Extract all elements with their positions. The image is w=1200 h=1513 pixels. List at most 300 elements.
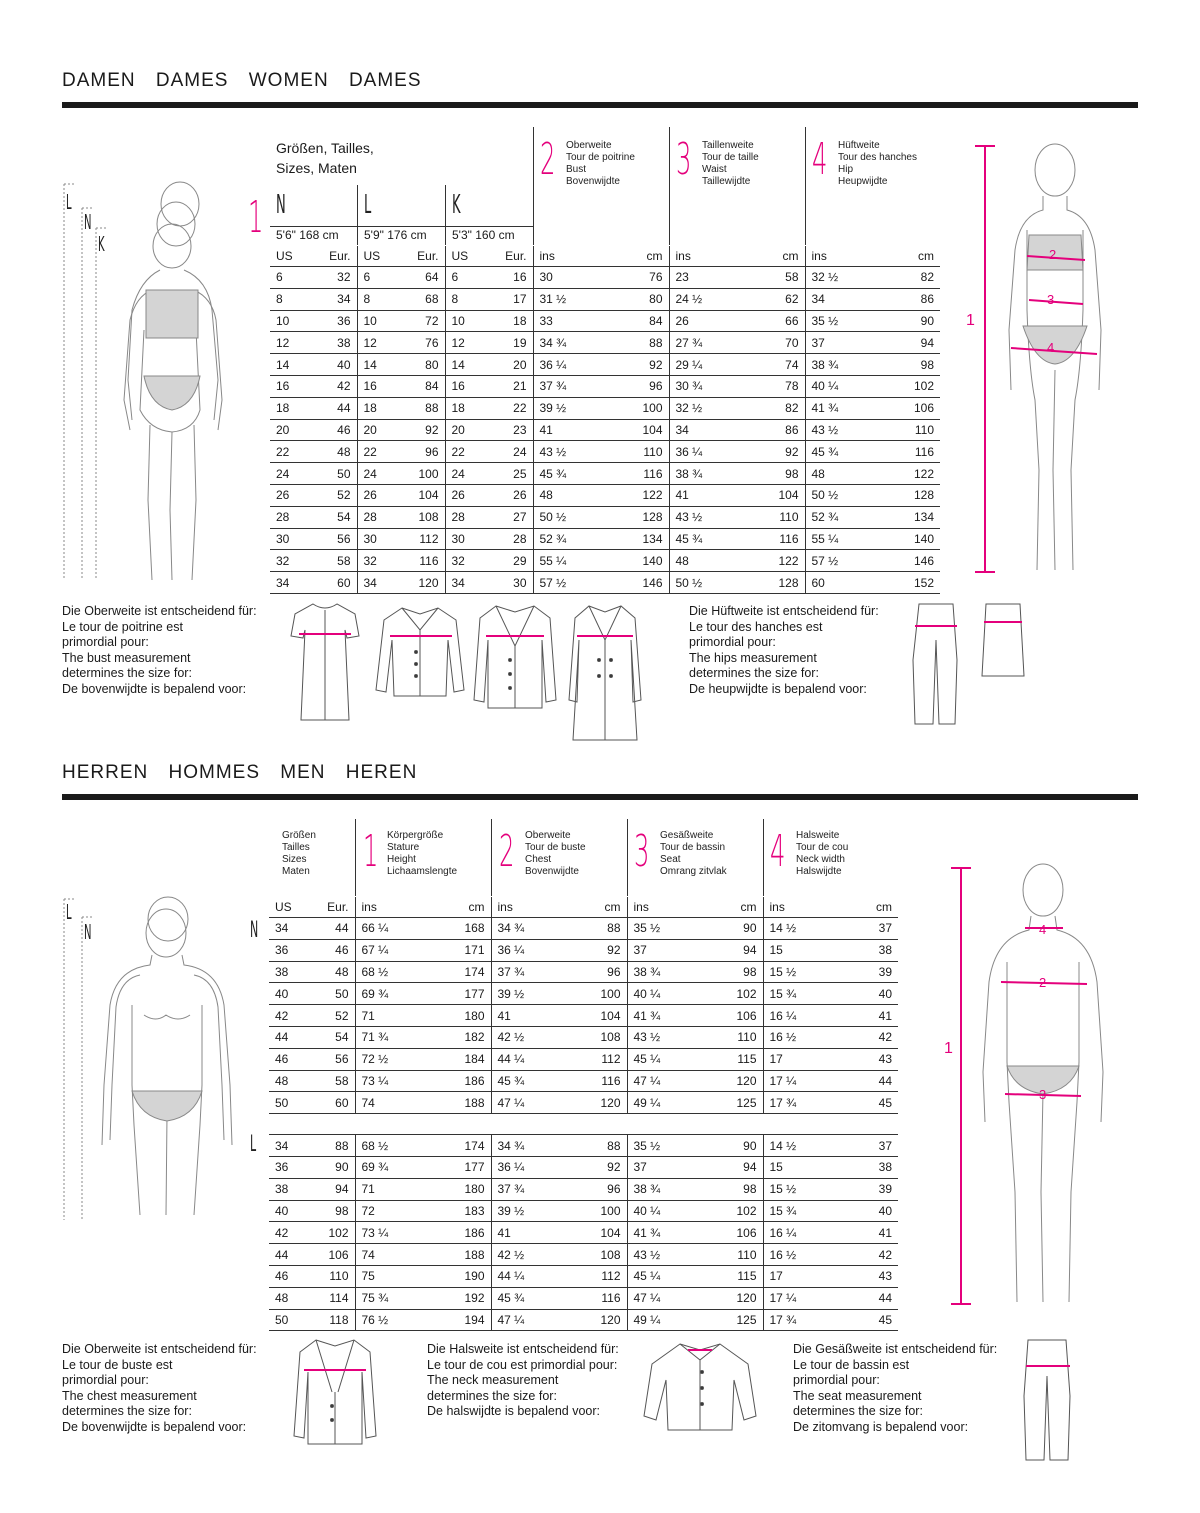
table-cell: 92 — [559, 939, 627, 961]
table-cell: 38 ¾ — [627, 1178, 695, 1200]
table-cell: 10 — [357, 310, 400, 332]
women-row — [270, 506, 940, 528]
table-cell: 110 — [695, 1244, 763, 1266]
column-header: Eur. — [310, 897, 355, 918]
table-cell: 34 — [270, 572, 313, 594]
table-cell: 20 — [357, 419, 400, 441]
table-cell: 36 ¼ — [533, 354, 601, 376]
table-cell: 38 — [269, 1178, 310, 1200]
women-row — [270, 288, 940, 310]
table-cell: 46 — [269, 1265, 310, 1287]
men-fig-label-n: N — [84, 920, 92, 944]
measure-label: Waist — [702, 164, 727, 175]
table-cell: 17 ¾ — [763, 1092, 831, 1114]
table-cell: 30 ¾ — [669, 375, 737, 397]
table-cell: 41 ¾ — [627, 1005, 695, 1027]
table-cell: 40 — [831, 983, 898, 1005]
table-cell: 25 — [488, 463, 533, 485]
table-cell: 110 — [737, 506, 805, 528]
table-cell: 180 — [423, 1178, 491, 1200]
table-cell: 116 — [873, 441, 940, 463]
table-cell: 49 ¼ — [627, 1092, 695, 1114]
table-cell: 50 ½ — [669, 572, 737, 594]
table-cell: 30 — [533, 267, 601, 289]
column-header: ins — [627, 897, 695, 918]
table-cell: 15 ½ — [763, 961, 831, 983]
women-col1-number: 1 — [248, 192, 264, 243]
table-cell: 23 — [669, 267, 737, 289]
table-cell: 128 — [873, 484, 940, 506]
column-header: ins — [533, 246, 601, 267]
men-l-row — [269, 1156, 898, 1178]
table-cell: 66 — [737, 310, 805, 332]
table-cell: 55 ¼ — [533, 550, 601, 572]
divider — [533, 127, 534, 245]
table-cell: 186 — [423, 1070, 491, 1092]
table-cell: 110 — [601, 441, 669, 463]
divider — [491, 819, 492, 896]
table-cell: 22 — [488, 397, 533, 419]
table-cell: 45 ¾ — [669, 528, 737, 550]
table-cell: 14 ½ — [763, 918, 831, 940]
table-cell: 30 — [488, 572, 533, 594]
table-cell: 10 — [445, 310, 488, 332]
table-cell: 112 — [559, 1048, 627, 1070]
sizes-label-line: Maten — [282, 866, 310, 877]
table-cell: 192 — [423, 1287, 491, 1309]
table-cell: 14 — [357, 354, 400, 376]
table-cell: 39 — [831, 961, 898, 983]
divider — [357, 185, 358, 245]
spacer-cell — [269, 1114, 898, 1135]
men-measurement-figure — [945, 862, 1125, 1312]
table-cell: 42 — [831, 1026, 898, 1048]
table-cell: 41 — [491, 1005, 559, 1027]
table-cell: 8 — [445, 288, 488, 310]
table-cell: 18 — [270, 397, 313, 419]
table-cell: 116 — [400, 550, 445, 572]
women-section-title: DAMEN DAMES WOMEN DAMES — [62, 70, 422, 91]
table-cell: 125 — [695, 1092, 763, 1114]
women-header-row — [270, 246, 940, 267]
table-cell: 76 — [601, 267, 669, 289]
women-fig-label-2: 2 — [1049, 247, 1057, 262]
table-cell: 76 — [400, 332, 445, 354]
table-cell: 47 ¼ — [627, 1070, 695, 1092]
measure-label: Oberweite — [525, 830, 571, 841]
table-cell: 37 ¾ — [491, 1178, 559, 1200]
table-cell: 182 — [423, 1026, 491, 1048]
table-cell: 21 — [488, 375, 533, 397]
table-cell: 100 — [559, 983, 627, 1005]
table-cell: 88 — [559, 1135, 627, 1157]
table-cell: 88 — [310, 1135, 355, 1157]
table-cell: 84 — [601, 310, 669, 332]
sizes-label-line: Sizes — [282, 854, 307, 865]
table-cell: 115 — [695, 1048, 763, 1070]
men-sizes-label — [282, 830, 316, 878]
table-cell: 24 — [488, 441, 533, 463]
table-cell: 98 — [873, 354, 940, 376]
table-cell: 76 ½ — [355, 1309, 423, 1331]
table-cell: 104 — [400, 484, 445, 506]
table-cell: 86 — [873, 288, 940, 310]
table-cell: 98 — [695, 1178, 763, 1200]
women-row — [270, 528, 940, 550]
table-cell: 6 — [357, 267, 400, 289]
men-n-row — [269, 939, 898, 961]
table-cell: 19 — [488, 332, 533, 354]
divider — [355, 819, 356, 896]
table-cell: 44 — [310, 918, 355, 940]
measure-label: Hüftweite — [838, 140, 880, 151]
table-cell: 40 — [269, 1200, 310, 1222]
women-row — [270, 332, 940, 354]
measure-label: Tour de poitrine — [566, 152, 635, 163]
men-trousers-sketch — [1016, 1336, 1076, 1466]
table-cell: 14 — [445, 354, 488, 376]
measure-label: Bust — [566, 164, 587, 175]
column-header: US — [445, 246, 488, 267]
table-cell: 134 — [601, 528, 669, 550]
table-cell: 186 — [423, 1222, 491, 1244]
table-cell: 17 — [763, 1265, 831, 1287]
table-cell: 47 ¼ — [491, 1092, 559, 1114]
women-fig-label-4: 4 — [1047, 340, 1055, 355]
table-cell: 34 — [445, 572, 488, 594]
column-header: cm — [601, 246, 669, 267]
measure-label: Tour de taille — [702, 152, 759, 163]
men-n-row — [269, 1092, 898, 1114]
table-cell: 12 — [357, 332, 400, 354]
table-cell: 140 — [601, 550, 669, 572]
table-cell: 44 — [269, 1244, 310, 1266]
table-cell: 146 — [601, 572, 669, 594]
table-cell: 12 — [270, 332, 313, 354]
table-cell: 37 — [831, 918, 898, 940]
women-row — [270, 441, 940, 463]
table-cell: 58 — [310, 1070, 355, 1092]
measure-label: Seat — [660, 854, 681, 865]
table-cell: 110 — [695, 1026, 763, 1048]
men-l-row — [269, 1287, 898, 1309]
table-cell: 6 — [445, 267, 488, 289]
table-cell: 16 ½ — [763, 1026, 831, 1048]
table-cell: 58 — [313, 550, 357, 572]
table-cell: 88 — [601, 332, 669, 354]
table-cell: 44 ¼ — [491, 1048, 559, 1070]
table-cell: 94 — [310, 1178, 355, 1200]
table-cell: 94 — [695, 939, 763, 961]
table-cell: 45 ¾ — [533, 463, 601, 485]
table-cell: 43 ½ — [533, 441, 601, 463]
table-cell: 20 — [445, 419, 488, 441]
table-cell: 41 ¾ — [805, 397, 873, 419]
table-cell: 78 — [737, 375, 805, 397]
table-cell: 41 — [533, 419, 601, 441]
men-note-neck: Die Halsweite ist entscheidend für: Le tour de cou est primordial pour: The neck measurement determines the size for: De halswijdte is bepalend voor: — [427, 1342, 619, 1418]
column-header: US — [269, 897, 310, 918]
table-cell: 15 — [763, 939, 831, 961]
men-n-row — [269, 918, 898, 940]
table-cell: 46 — [313, 419, 357, 441]
table-cell: 15 ¾ — [763, 983, 831, 1005]
table-cell: 45 ¼ — [627, 1265, 695, 1287]
skirt-sketch — [978, 600, 1028, 680]
table-cell: 26 — [488, 484, 533, 506]
table-cell: 16 — [357, 375, 400, 397]
table-cell: 106 — [310, 1244, 355, 1266]
table-cell: 39 ½ — [491, 983, 559, 1005]
sizes-label-line: Sizes, Maten — [276, 160, 357, 176]
table-cell: 102 — [310, 1222, 355, 1244]
table-cell: 116 — [559, 1287, 627, 1309]
table-cell: 16 ¼ — [763, 1222, 831, 1244]
table-cell: 52 ¾ — [805, 506, 873, 528]
divider — [805, 127, 806, 245]
table-cell: 35 ½ — [627, 1135, 695, 1157]
table-cell: 190 — [423, 1265, 491, 1287]
table-cell: 37 — [627, 1156, 695, 1178]
table-cell: 106 — [695, 1005, 763, 1027]
table-cell: 40 — [831, 1200, 898, 1222]
women-fig-label-l: L — [66, 190, 72, 214]
table-cell: 46 — [269, 1048, 310, 1070]
table-cell: 37 — [831, 1135, 898, 1157]
table-cell: 104 — [737, 484, 805, 506]
column-header: ins — [491, 897, 559, 918]
men-l-row — [269, 1222, 898, 1244]
measure-label: Omrang zitvlak — [660, 866, 727, 877]
table-cell: 66 ¼ — [355, 918, 423, 940]
group-letter-n: N — [276, 190, 286, 220]
table-cell: 16 — [445, 375, 488, 397]
table-cell: 40 ¼ — [627, 1200, 695, 1222]
table-cell: 41 — [831, 1222, 898, 1244]
table-cell: 102 — [695, 983, 763, 1005]
women-fig-label-3: 3 — [1047, 292, 1055, 307]
table-cell: 41 — [669, 484, 737, 506]
table-cell: 16 ¼ — [763, 1005, 831, 1027]
men-note-seat: Die Gesäßweite ist entscheidend für: Le tour de bassin est primordial pour: The seat measurement determines the size for: De zitomvang is bepalend voor: — [793, 1342, 998, 1434]
men-fig-label-2: 2 — [1039, 975, 1047, 990]
measure-label: Stature — [387, 842, 420, 853]
table-cell: 52 — [310, 1005, 355, 1027]
table-cell: 54 — [310, 1026, 355, 1048]
table-cell: 90 — [310, 1156, 355, 1178]
women-row — [270, 354, 940, 376]
table-cell: 72 — [400, 310, 445, 332]
men-l-row — [269, 1135, 898, 1157]
table-cell: 34 ¾ — [491, 918, 559, 940]
column-header: US — [357, 246, 400, 267]
table-cell: 48 — [310, 961, 355, 983]
table-cell: 72 — [355, 1200, 423, 1222]
table-cell: 34 ¾ — [491, 1135, 559, 1157]
measure-number: 1 — [363, 826, 379, 877]
waist-measure-line — [1029, 300, 1083, 304]
table-cell: 100 — [559, 1200, 627, 1222]
table-cell: 18 — [445, 397, 488, 419]
table-cell: 44 ¼ — [491, 1265, 559, 1287]
table-cell: 45 ¾ — [805, 441, 873, 463]
table-cell: 38 — [831, 939, 898, 961]
table-cell: 35 ½ — [805, 310, 873, 332]
table-cell: 168 — [423, 918, 491, 940]
table-cell: 15 — [763, 1156, 831, 1178]
group-height-k: 5'3" 160 cm — [452, 228, 515, 242]
group-letter-k: K — [452, 190, 461, 220]
table-cell: 42 — [831, 1244, 898, 1266]
table-cell: 49 ¼ — [627, 1309, 695, 1331]
table-cell: 98 — [310, 1200, 355, 1222]
table-cell: 102 — [873, 375, 940, 397]
table-cell: 128 — [601, 506, 669, 528]
women-row — [270, 572, 940, 594]
men-fig-label-4: 4 — [1039, 922, 1047, 937]
women-sizes-label — [276, 138, 374, 178]
table-cell: 36 ¼ — [491, 1156, 559, 1178]
column-header: cm — [423, 897, 491, 918]
table-cell: 96 — [559, 1178, 627, 1200]
column-header: ins — [669, 246, 737, 267]
table-cell: 120 — [559, 1309, 627, 1331]
table-cell: 42 — [269, 1222, 310, 1244]
table-cell: 14 — [270, 354, 313, 376]
table-cell: 44 — [831, 1070, 898, 1092]
men-size-table — [269, 897, 898, 1331]
dress-sketch — [285, 600, 365, 730]
table-cell: 75 ¾ — [355, 1287, 423, 1309]
group-height-n: 5'6" 168 cm — [276, 228, 339, 242]
table-cell: 36 ¼ — [669, 441, 737, 463]
table-cell: 20 — [270, 419, 313, 441]
table-cell: 73 ¼ — [355, 1222, 423, 1244]
table-cell: 16 — [270, 375, 313, 397]
men-l-row — [269, 1200, 898, 1222]
table-cell: 38 ¾ — [805, 354, 873, 376]
table-cell: 116 — [559, 1070, 627, 1092]
coat-sketch — [565, 600, 645, 745]
men-fig-label-l: L — [66, 900, 72, 924]
table-cell: 73 ¼ — [355, 1070, 423, 1092]
table-cell: 22 — [357, 441, 400, 463]
measure-number: 4 — [770, 826, 786, 877]
table-cell: 120 — [559, 1092, 627, 1114]
table-cell: 52 — [313, 484, 357, 506]
measure-label: Height — [387, 854, 416, 865]
trousers-sketch — [905, 600, 965, 730]
men-header-row — [269, 897, 898, 918]
table-cell: 27 — [488, 506, 533, 528]
table-cell: 90 — [873, 310, 940, 332]
table-cell: 48 — [269, 1287, 310, 1309]
table-cell: 71 — [355, 1005, 423, 1027]
table-cell: 27 ¾ — [669, 332, 737, 354]
men-fig-label-3: 3 — [1039, 1087, 1047, 1102]
table-cell: 74 — [355, 1092, 423, 1114]
table-cell: 34 — [269, 918, 310, 940]
table-cell: 17 — [763, 1048, 831, 1070]
table-cell: 112 — [559, 1265, 627, 1287]
table-cell: 40 ¼ — [805, 375, 873, 397]
table-cell: 45 — [831, 1309, 898, 1331]
table-cell: 52 ¾ — [533, 528, 601, 550]
table-cell: 36 ¼ — [491, 939, 559, 961]
table-cell: 37 ¾ — [533, 375, 601, 397]
divider — [669, 127, 670, 245]
table-cell: 17 — [488, 288, 533, 310]
table-cell: 100 — [601, 397, 669, 419]
measure-label: Halswijdte — [796, 866, 842, 877]
table-cell: 17 ¼ — [763, 1070, 831, 1092]
divider — [763, 819, 764, 896]
table-cell: 8 — [357, 288, 400, 310]
table-cell: 45 ¾ — [491, 1287, 559, 1309]
table-cell: 108 — [559, 1026, 627, 1048]
table-cell: 90 — [695, 918, 763, 940]
table-cell: 23 — [488, 419, 533, 441]
table-cell: 55 ¼ — [805, 528, 873, 550]
column-header: cm — [737, 246, 805, 267]
men-size-comparison-figure — [60, 895, 250, 1225]
table-cell: 32 — [357, 550, 400, 572]
table-cell: 115 — [695, 1265, 763, 1287]
table-cell: 24 — [357, 463, 400, 485]
table-cell: 108 — [559, 1244, 627, 1266]
table-cell: 96 — [400, 441, 445, 463]
table-cell: 36 — [269, 1156, 310, 1178]
blouse-sketch — [372, 600, 467, 705]
table-cell: 30 — [445, 528, 488, 550]
table-cell: 54 — [313, 506, 357, 528]
measure-label: Heupwijdte — [838, 176, 888, 187]
women-fig-label-1: 1 — [966, 312, 975, 329]
table-cell: 40 — [313, 354, 357, 376]
table-cell: 42 ½ — [491, 1244, 559, 1266]
table-cell: 42 — [269, 1005, 310, 1027]
table-cell: 50 ½ — [533, 506, 601, 528]
table-cell: 22 — [445, 441, 488, 463]
column-header: US — [270, 246, 313, 267]
table-cell: 146 — [873, 550, 940, 572]
column-header: ins — [805, 246, 873, 267]
column-header: Eur. — [488, 246, 533, 267]
table-cell: 15 ¾ — [763, 1200, 831, 1222]
table-cell: 26 — [357, 484, 400, 506]
table-cell: 10 — [270, 310, 313, 332]
women-row — [270, 419, 940, 441]
table-cell: 26 — [270, 484, 313, 506]
men-n-row — [269, 1005, 898, 1027]
table-cell: 47 ¼ — [627, 1287, 695, 1309]
table-cell: 28 — [488, 528, 533, 550]
table-cell: 102 — [695, 1200, 763, 1222]
measure-label: Taillewijdte — [702, 176, 751, 187]
table-cell: 68 ½ — [355, 1135, 423, 1157]
table-cell: 177 — [423, 983, 491, 1005]
table-cell: 74 — [355, 1244, 423, 1266]
men-n-row — [269, 1048, 898, 1070]
table-cell: 12 — [445, 332, 488, 354]
table-cell: 20 — [488, 354, 533, 376]
measure-label: Tour de cou — [796, 842, 849, 853]
group-spacer — [269, 1114, 898, 1135]
table-cell: 44 — [831, 1287, 898, 1309]
table-cell: 128 — [737, 572, 805, 594]
table-cell: 45 ¾ — [491, 1070, 559, 1092]
table-cell: 6 — [270, 267, 313, 289]
